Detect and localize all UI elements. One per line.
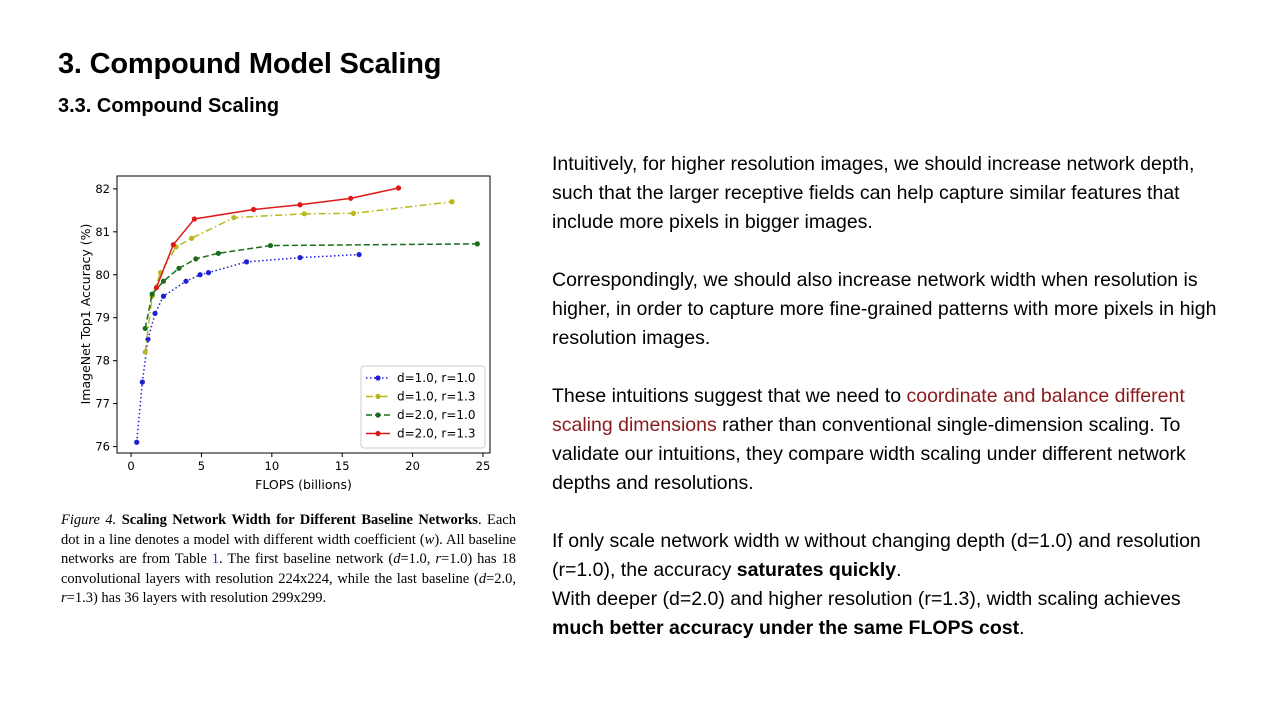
text-span: .	[1019, 617, 1025, 639]
data-point	[396, 185, 401, 190]
x-axis-label: FLOPS (billions)	[255, 477, 352, 492]
paragraph-balance	[552, 382, 1232, 498]
data-point	[189, 236, 194, 241]
caption-text: =1.3) has 36 layers with resolution 299x299.	[66, 590, 327, 607]
data-point	[216, 251, 221, 256]
data-point	[161, 294, 166, 299]
data-point	[449, 199, 454, 204]
caption-text: . The first baseline network (	[219, 551, 394, 568]
data-point	[143, 326, 148, 331]
data-point	[268, 243, 273, 248]
y-axis-label: ImageNet Top1 Accuracy (%)	[78, 223, 93, 405]
y-tick-label: 80	[95, 267, 110, 282]
data-point	[134, 440, 139, 445]
legend-label: d=2.0, r=1.0	[397, 408, 476, 422]
legend	[361, 366, 485, 448]
bold-text: much better accuracy under the same FLOPS cost	[552, 617, 1020, 639]
y-tick-label: 79	[95, 310, 110, 325]
caption-symbol: r	[435, 551, 442, 568]
data-point	[176, 266, 181, 271]
x-tick-label: 25	[475, 459, 491, 473]
data-point	[197, 272, 202, 277]
data-point	[143, 349, 148, 354]
paragraph-width: Correspondingly, we should also increase network width when resolution is higher, in order to capture more fine-grained patterns with more pixels in high resolution images.	[552, 269, 1217, 349]
y-tick-label: 76	[95, 439, 110, 454]
x-tick-label: 20	[405, 459, 420, 473]
data-point	[193, 256, 198, 261]
legend-label: d=2.0, r=1.3	[397, 426, 476, 441]
legend-marker	[375, 412, 380, 417]
data-point	[171, 242, 176, 247]
table-ref-link[interactable]: 1	[211, 551, 220, 568]
caption-text: ). All baseline networks are from Table	[61, 531, 516, 568]
x-tick-label: 5	[197, 459, 206, 473]
accuracy-vs-flops-chart	[72, 168, 504, 498]
text-span: .	[896, 559, 902, 581]
x-tick-label: 15	[334, 459, 350, 473]
data-point	[475, 241, 480, 246]
caption-symbol: d	[478, 570, 487, 587]
legend-marker	[375, 394, 380, 399]
slide-subtitle: 3.3. Compound Scaling	[58, 95, 280, 117]
data-point	[302, 211, 307, 216]
data-point	[351, 211, 356, 216]
data-point	[297, 202, 302, 207]
paragraph-conclusion	[552, 527, 1232, 643]
legend-label: d=1.0, r=1.3	[397, 389, 476, 404]
body-text	[552, 150, 1232, 672]
caption-symbol: d	[393, 551, 401, 568]
data-point	[161, 279, 166, 284]
x-tick-label: 10	[264, 459, 280, 473]
y-tick-label: 77	[95, 396, 110, 411]
data-point	[154, 285, 159, 290]
data-point	[192, 216, 197, 221]
y-tick-label: 78	[95, 353, 110, 368]
data-point	[140, 380, 145, 385]
data-point	[244, 259, 249, 264]
text-span: rather than conventional single-dimension scaling. To validate our intuitions, they compare width scaling under different network depths and resolutions.	[552, 414, 1186, 494]
data-point	[297, 255, 302, 260]
bold-text: saturates quickly	[736, 559, 897, 581]
caption-text: =2.0,	[486, 570, 516, 587]
data-point	[231, 215, 236, 220]
caption-bold-title: Scaling Network Width for Different Baseline Networks	[121, 512, 478, 528]
y-tick-label: 81	[95, 224, 110, 239]
slide-title: 3. Compound Model Scaling	[58, 48, 442, 80]
data-point	[206, 270, 211, 275]
caption-text: =1.0) has 18 convolutional layers with resolution 224x224, while the last baseline (	[61, 551, 516, 587]
caption-symbol: r	[61, 590, 67, 607]
highlight-text: coordinate and balance different scaling dimensions	[552, 385, 1185, 436]
data-point	[152, 311, 157, 316]
figure-label: Figure 4.	[61, 512, 117, 528]
data-point	[356, 252, 361, 257]
data-point	[251, 207, 256, 212]
data-point	[348, 196, 353, 201]
paragraph-intuition: Intuitively, for higher resolution images, we should increase network depth, such that the larger receptive fields can help capture similar features that include more pixels in bigger images.	[552, 153, 1195, 233]
caption-text: . Each dot in a line denotes a model with different width coefficient (	[61, 512, 516, 548]
legend-marker	[375, 431, 380, 436]
caption-text: =1.0,	[400, 551, 436, 568]
text-span: These intuitions suggest that we need to	[552, 385, 907, 407]
legend-label: d=1.0, r=1.0	[397, 371, 476, 385]
text-span: If only scale network width w without changing depth (d=1.0) and resolution (r=1.0), the accuracy	[552, 530, 1201, 581]
x-axis-ticks	[127, 453, 490, 473]
legend-marker	[375, 375, 380, 380]
y-axis-ticks	[95, 182, 117, 454]
text-span: With deeper (d=2.0) and higher resolution (r=1.3), width scaling achieves	[552, 588, 1181, 610]
data-point	[183, 279, 188, 284]
data-point	[150, 292, 155, 297]
caption-symbol: w	[424, 531, 435, 548]
x-tick-label: 0	[127, 459, 135, 473]
figure-caption	[61, 511, 516, 609]
y-tick-label: 82	[95, 181, 110, 196]
